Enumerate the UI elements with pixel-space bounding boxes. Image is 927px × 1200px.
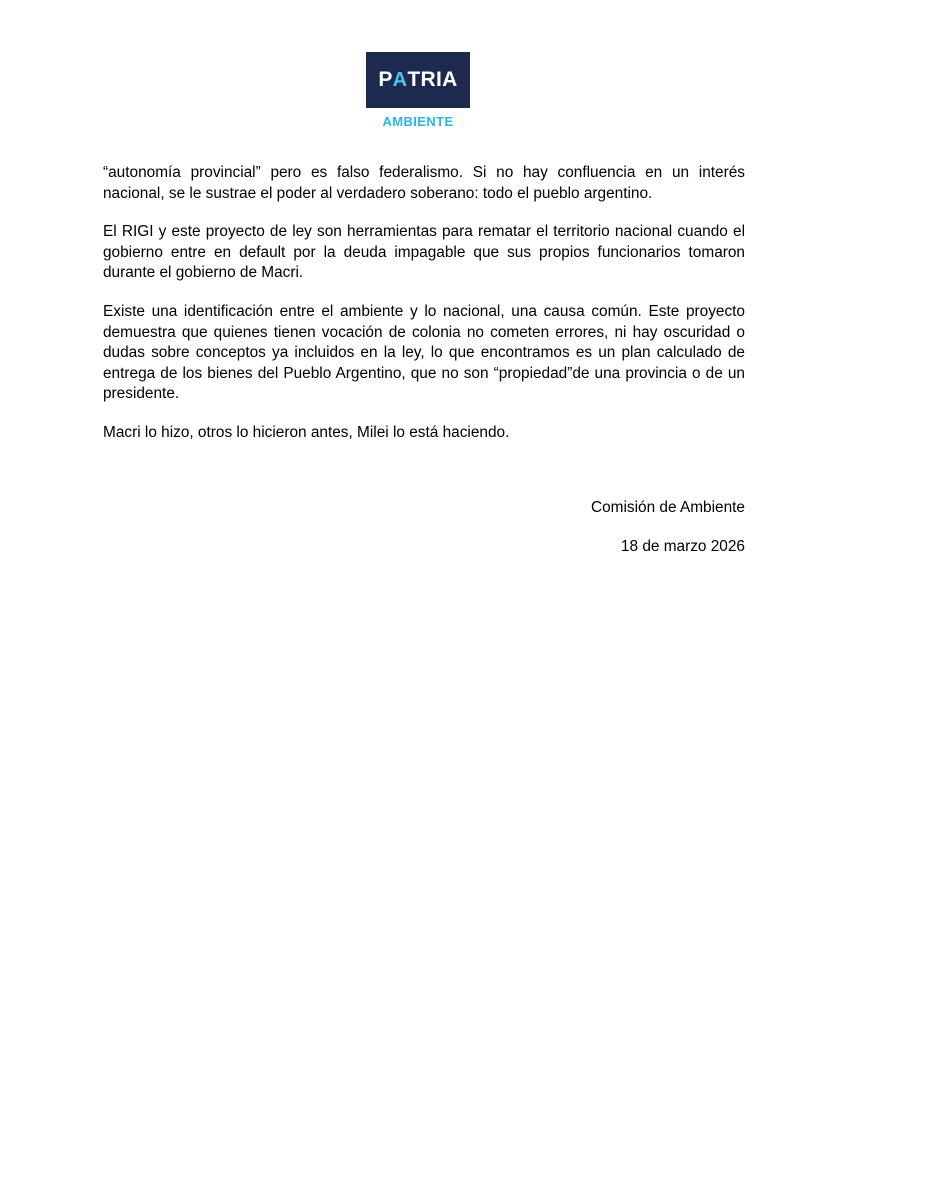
signature-committee: Comisión de Ambiente: [591, 499, 745, 516]
signature-date: 18 de marzo 2026: [620, 538, 745, 555]
document-body: [103, 163, 745, 462]
logo-letter-p: P: [378, 68, 393, 91]
paragraph-1: “autonomía provincial” pero es falso federalismo. Si no hay confluencia en un interés nacional, se le sustrae el poder al verdadero soberano: todo el pueblo argentino.: [103, 164, 745, 202]
paragraph-4: Macri lo hizo, otros lo hicieron antes, Milei lo está haciendo.: [103, 423, 510, 441]
logo-box: [366, 52, 470, 108]
patria-ambiente-logo: [366, 52, 470, 134]
paragraph-3: Existe una identificación entre el ambiente y lo nacional, una causa común. Este proyecto demuestra que quienes tienen vocación de colonia no cometen errores, ni hay oscuridad o dudas sobre conceptos ya incluidos en la ley, lo que encontramos es un plan calculado de entrega de los bienes del Pueblo Argentino, que no son “propiedad”de una provincia o de un presidente.: [103, 302, 745, 403]
logo-letters-tria: TRIA: [407, 68, 458, 91]
logo-subtitle: AMBIENTE: [382, 114, 454, 129]
paragraph-2: El RIGI y este proyecto de ley son herramientas para rematar el territorio nacional cuando el gobierno entre en default por la deuda impagable que sus propios funcionarios tomaron durante el gobierno de Macri.: [103, 223, 745, 282]
logo-star-a-icon: A: [392, 68, 408, 91]
